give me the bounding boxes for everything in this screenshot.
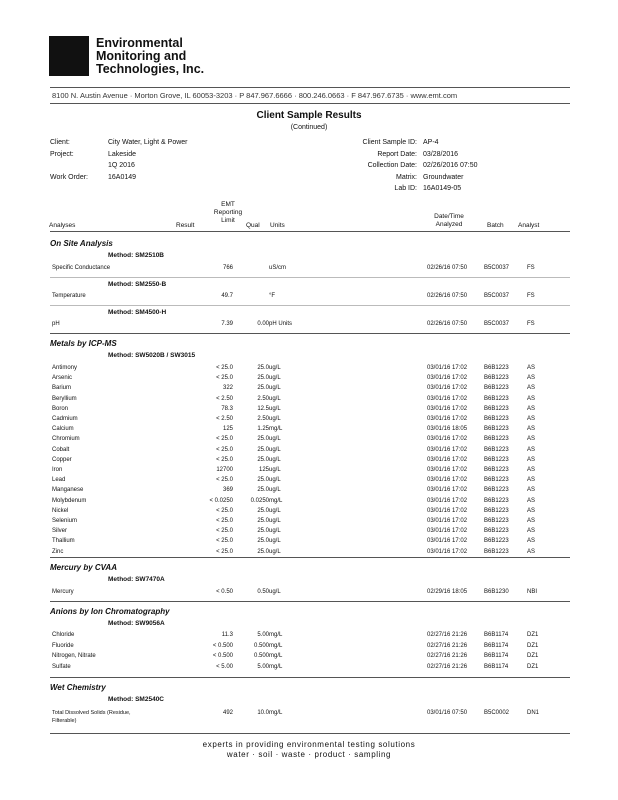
section-wet-chemistry: Wet Chemistry [50,683,106,692]
table-row: Temperature 49.7 °F 02/26/16 07:50 B5C0037 FS [52,293,535,299]
table-row: Mercury < 0.50 0.50 ug/L 02/29/16 18:05 B6B1230 NBI [52,589,538,595]
collection-date-label: Collection Date: [367,162,417,169]
col-result: Result [176,222,195,229]
table-row: Thallium < 25.0 25.0 ug/L 03/01/16 17:02 B6B1223 AS [52,538,536,545]
table-row: pH 7.39 0.00 pH Units 02/26/16 07:50 B5C0037 FS [52,321,535,327]
project-label: Project: [50,151,74,158]
section-metals: Metals by ICP-MS [50,339,117,348]
method-label: Method: SM4500-H [108,309,167,316]
sample-id-label: Client Sample ID: [362,139,417,146]
address-bottom-rule [50,103,570,104]
table-row: Lead < 25.0 25.0 ug/L 03/01/16 17:02 B6B1223 AS [52,477,536,484]
client-label: Client: [50,139,70,146]
work-order-label: Work Order: [50,174,88,181]
company-logo [49,36,89,76]
section-rule [50,677,570,678]
table-row: Arsenic < 25.0 25.0 ug/L 03/01/16 17:02 B6B1223 AS [52,375,536,382]
col-units: Units [270,222,285,229]
company-address: 8100 N. Austin Avenue · Morton Grove, IL 60053-3203 · P 847.967.6666 · 800.246.0663 · F 847.967.6735 · www.emt.com [52,91,458,100]
matrix-value: Groundwater [423,174,464,181]
table-row: Calcium 125 1.25 mg/L 03/01/16 18:05 B6B1223 AS [52,426,536,433]
table-row: Boron 78.3 12.5 ug/L 03/01/16 17:02 B6B1223 AS [52,405,536,412]
table-row: Chloride 11.3 5.00 mg/L 02/27/16 21:26 B6B1174 DZ1 [52,632,539,638]
footer-services: water · soil · waste · product · sampling [226,750,392,759]
method-label: Method: SM2510B [108,252,164,259]
row-divider [50,277,570,278]
table-row: Beryllium < 2.50 2.50 ug/L 03/01/16 17:02 B6B1223 AS [52,395,536,402]
table-row: Selenium < 25.0 25.0 ug/L 03/01/16 17:02 B6B1223 AS [52,518,536,524]
report-date-label: Report Date: [377,151,417,158]
column-header-rule [50,231,570,232]
section-onsite: On Site Analysis [50,239,113,248]
table-row: Fluoride < 0.500 0.500 mg/L 02/27/16 21:26 B6B1174 DZ1 [52,642,539,649]
method-label: Method: SW5020B / SW3015 [108,352,196,359]
section-rule [50,557,570,558]
table-row: Nickel < 25.0 25.0 ug/L 03/01/16 17:02 B6B1223 AS [52,507,536,514]
col-analyst: Analyst [518,222,540,229]
method-label: Method: SM2540C [108,696,164,703]
row-divider [50,305,570,306]
table-row: Barium 322 25.0 ug/L 03/01/16 17:02 B6B1223 AS [52,385,536,392]
section-rule [50,601,570,602]
footer-rule [50,733,570,734]
report-date-value: 03/28/2016 [423,151,459,158]
table-row: Copper < 25.0 25.0 ug/L 03/01/16 17:02 B6B1223 AS [52,456,536,463]
matrix-label: Matrix: [396,174,417,181]
table-row: Cobalt < 25.0 25.0 ug/L 03/01/16 17:02 B6B1223 AS [52,446,536,453]
col-date-analyzed: Date/Time Analyzed [434,213,464,228]
col-analyses: Analyses [49,222,76,229]
company-name: Environmental Monitoring and Technologies, Inc. [96,36,205,76]
col-reporting-limit: EMT Reporting Limit [213,201,243,224]
client-value: City Water, Light & Power [108,139,188,146]
lab-id-label: Lab ID: [394,185,417,192]
method-label: Method: SW7470A [108,576,165,583]
table-row: Nitrogen, Nitrate < 0.500 0.500 mg/L 02/27/16 21:26 B6B1174 DZ1 [52,653,539,659]
table-row: Antimony < 25.0 25.0 ug/L 03/01/16 17:02 B6B1223 AS [52,365,536,371]
table-row: Molybdenum < 0.0250 0.0250 mg/L 03/01/16 17:02 B6B1223 AS [52,497,536,504]
table-row: Sulfate < 5.00 5.00 mg/L 02/27/16 21:26 B6B1174 DZ1 [52,663,539,670]
section-rule [50,333,570,334]
table-row: Specific Conductance 766 uS/cm 02/26/16 07:50 B5C0037 FS [52,265,535,271]
table-row: Zinc < 25.0 25.0 ug/L 03/01/16 17:02 B6B1223 AS [52,548,536,555]
sample-id-value: AP-4 [423,139,439,146]
footer-tagline: experts in providing environmental testing solutions [202,740,416,749]
method-label: Method: SW9056A [108,620,165,627]
col-batch: Batch [487,222,504,229]
project-value: Lakeside [108,151,137,158]
collection-date-value: 02/26/2016 07:50 [423,162,478,169]
lab-id-value: 16A0149-05 [423,185,462,192]
table-row: Chromium < 25.0 25.0 ug/L 03/01/16 17:02 B6B1223 AS [52,436,536,443]
table-row: Silver < 25.0 25.0 ug/L 03/01/16 17:02 B6B1223 AS [52,528,536,535]
report-subtitle: (Continued) [290,124,328,131]
address-top-rule [50,87,570,88]
table-row: Cadmium < 2.50 2.50 ug/L 03/01/16 17:02 B6B1223 AS [52,416,536,422]
section-anions: Anions by Ion Chromatography [50,607,170,616]
project-period: 1Q 2016 [108,162,135,169]
table-row: Manganese 369 25.0 ug/L 03/01/16 17:02 B6B1223 AS [52,487,536,494]
col-qual: Qual [246,222,260,229]
work-order-value: 16A0149 [108,174,137,181]
table-row: Iron 12700 125 ug/L 03/01/16 17:02 B6B1223 AS [52,467,536,473]
method-label: Method: SM2550-B [108,281,167,288]
report-title: Client Sample Results [256,110,362,121]
section-mercury: Mercury by CVAA [50,563,117,572]
table-row: Total Dissolved Solids (Residue, Filterable) 492 10.0 mg/L 03/01/16 07:50 B5C0002 DN1 [52,710,540,724]
